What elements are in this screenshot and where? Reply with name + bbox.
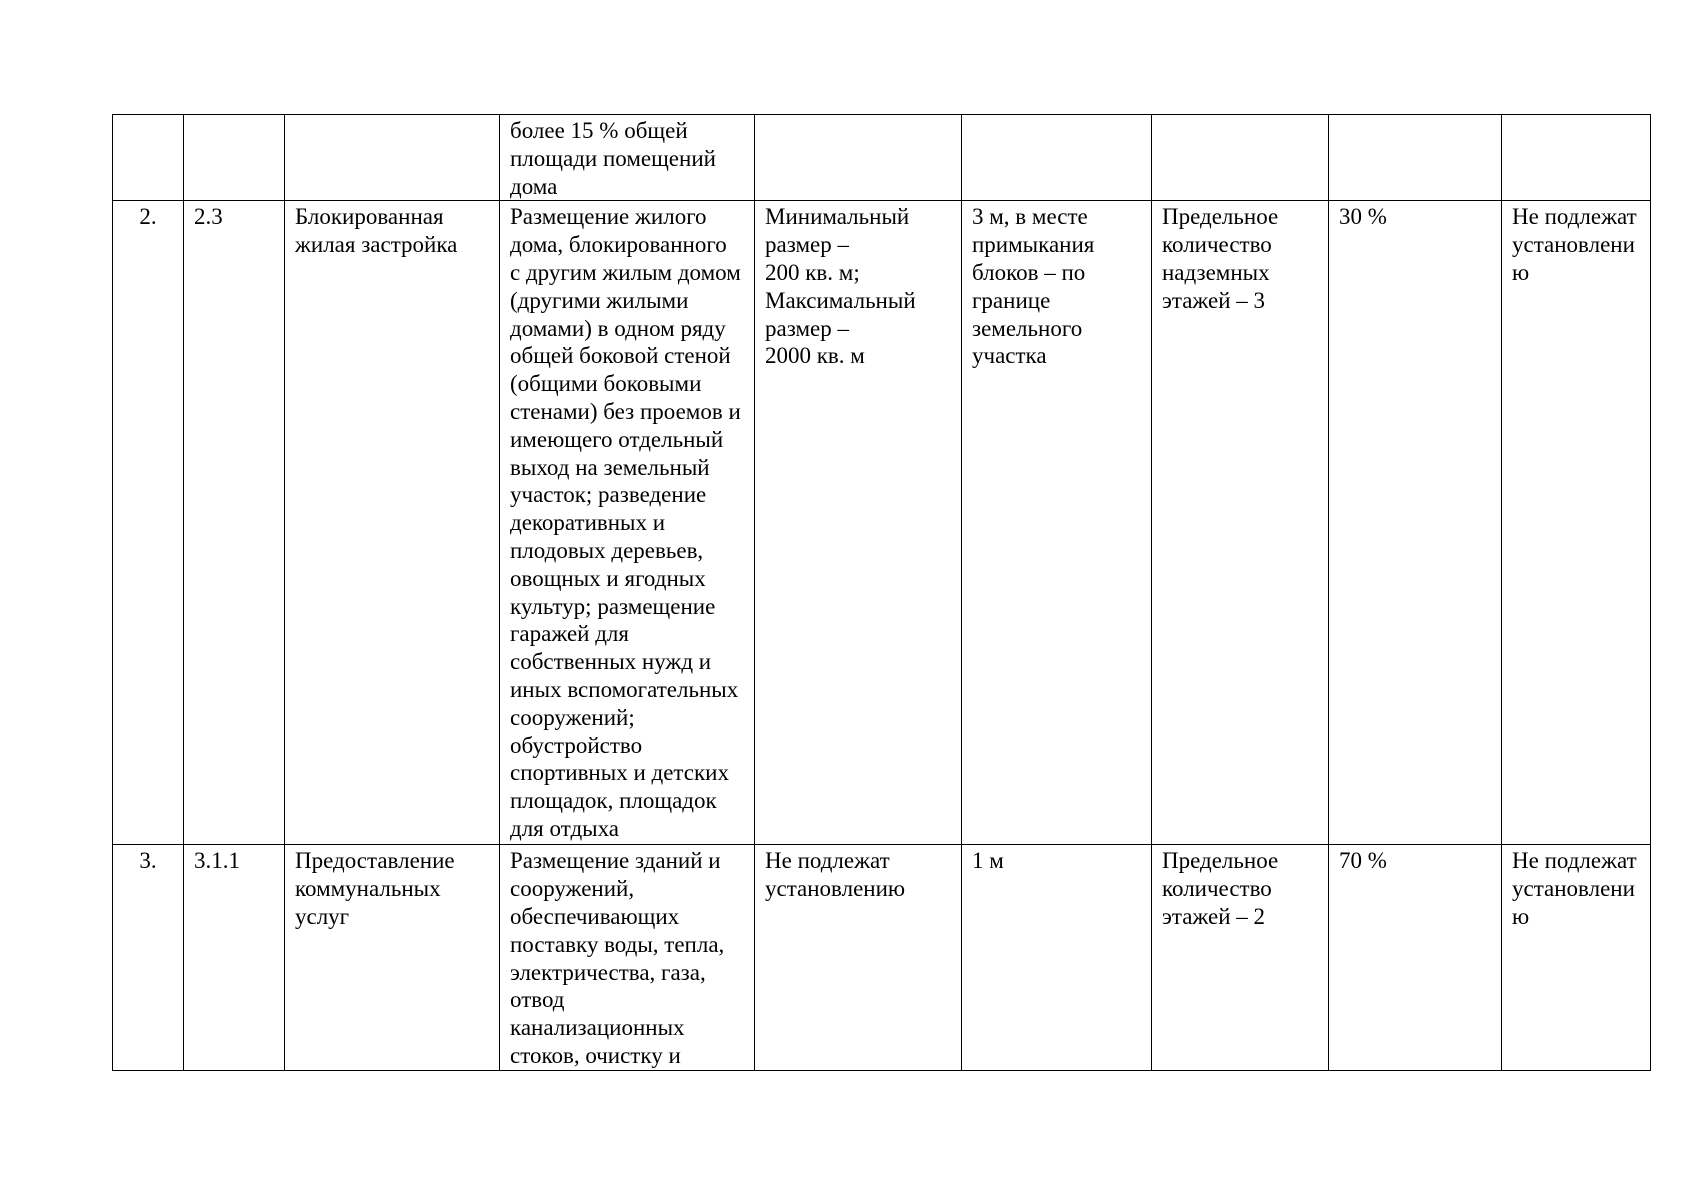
plot-size-cell: [755, 115, 962, 201]
coverage-percent-cell: 70 %: [1329, 845, 1502, 1071]
row-number-cell: 3.: [113, 845, 184, 1071]
setback-cell: 3 м, в месте примыкания блоков – по границе земельного участка: [962, 201, 1152, 845]
row-number-cell: 2.: [113, 201, 184, 845]
coverage-percent-cell: [1329, 115, 1502, 201]
table-row: [113, 845, 1651, 1071]
use-type-name-cell: [285, 115, 500, 201]
row-number-cell: [113, 115, 184, 201]
use-description-cell: более 15 % общей площади помещений дома: [500, 115, 755, 201]
use-type-name-cell: Блокированная жилая застройка: [285, 201, 500, 845]
use-description-cell: Размещение зданий и сооружений, обеспечивающих поставку воды, тепла, электричества, газа, отвод канализационных стоков, очистку и: [500, 845, 755, 1071]
use-code-cell: 2.3: [184, 201, 285, 845]
coverage-percent-cell: 30 %: [1329, 201, 1502, 845]
other-parameters-cell: Не подлежат установлени ю: [1502, 201, 1651, 845]
setback-cell: 1 м: [962, 845, 1152, 1071]
plot-size-cell: Минимальный размер – 200 кв. м; Максимальный размер – 2000 кв. м: [755, 201, 962, 845]
floors-limit-cell: Предельное количество надземных этажей – 3: [1152, 201, 1329, 845]
use-type-name-cell: Предоставление коммунальных услуг: [285, 845, 500, 1071]
floors-limit-cell: Предельное количество этажей – 2: [1152, 845, 1329, 1071]
other-parameters-cell: Не подлежат установлени ю: [1502, 845, 1651, 1071]
table-row: [113, 115, 1651, 201]
table-row: [113, 201, 1651, 845]
use-code-cell: 3.1.1: [184, 845, 285, 1071]
use-code-cell: [184, 115, 285, 201]
setback-cell: [962, 115, 1152, 201]
other-parameters-cell: [1502, 115, 1651, 201]
land-use-regulations-table: [112, 114, 1651, 1071]
floors-limit-cell: [1152, 115, 1329, 201]
use-description-cell: Размещение жилого дома, блокированного с другим жилым домом (другими жилыми домами) в одном ряду общей боковой стеной (общими боковыми стенами) без проемов и имеющего отдельный выход на земельный участок; разведение декоративных и плодовых деревьев, овощных и ягодных культур; размещение гаражей для собственных нужд и иных вспомогательных сооружений; обустройство спортивных и детских площадок, площадок для отдыха: [500, 201, 755, 845]
plot-size-cell: Не подлежат установлению: [755, 845, 962, 1071]
